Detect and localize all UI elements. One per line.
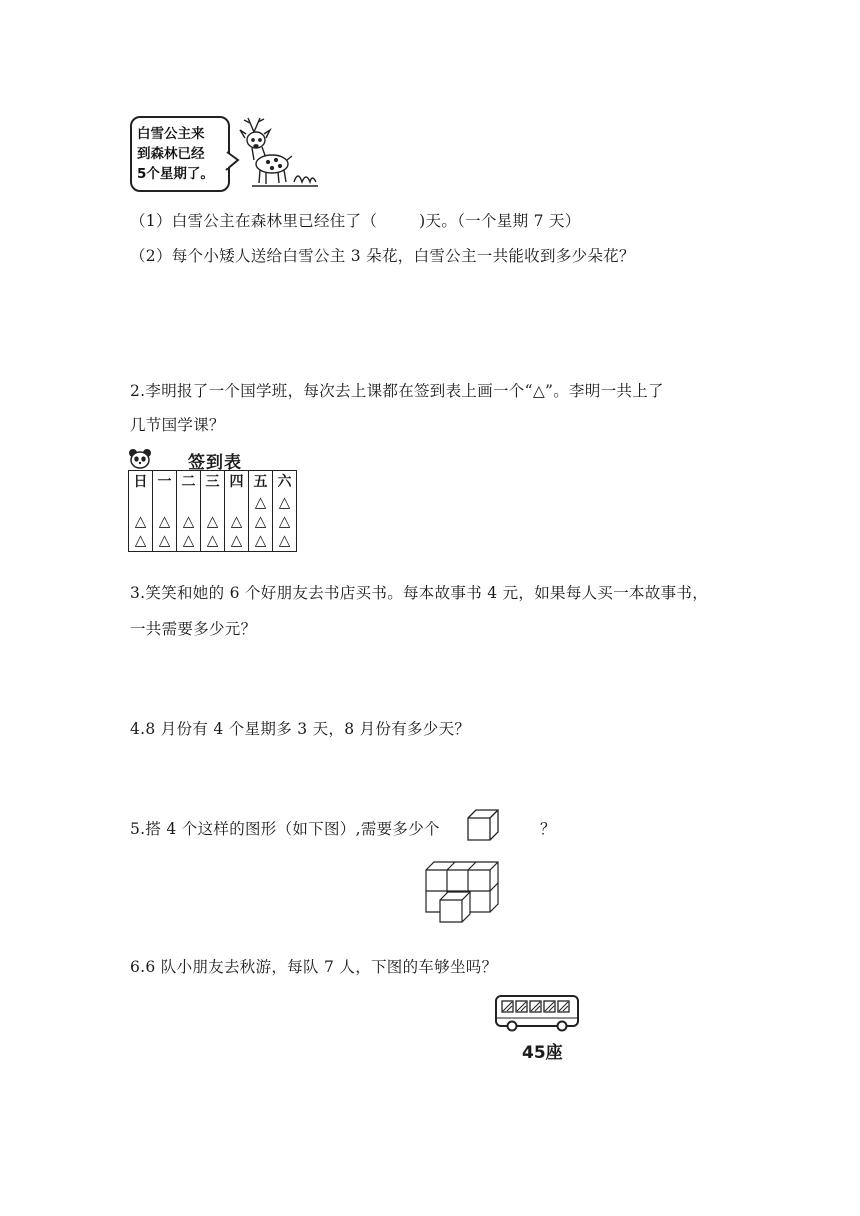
bus-icon: [494, 994, 580, 1034]
sign-in-column: [153, 471, 177, 552]
sign-in-row: [129, 471, 297, 552]
sign-in-column: [201, 471, 225, 552]
question-2-line-2: 几节国学课？: [130, 416, 225, 434]
triangle-mark: △: [278, 512, 291, 530]
bubble-line: 白雪公主来: [137, 126, 205, 142]
triangle-mark: △: [134, 512, 147, 530]
triangle-mark: △: [206, 512, 219, 530]
question-1-2: （2）每个小矮人送给白雪公主 3 朵花，白雪公主一共能收到多少朵花？: [130, 247, 635, 265]
day-label: 二: [181, 474, 196, 490]
triangle-mark: △: [230, 512, 243, 530]
triangle-mark: △: [254, 493, 267, 511]
day-label: 五: [253, 474, 268, 490]
sign-in-column: [225, 471, 249, 552]
question-1-1-before: （1）白雪公主在森林里已经住了（: [130, 212, 378, 230]
bus-seat-label: 45座: [522, 1043, 563, 1063]
question-6: 6.6 队小朋友去秋游，每队 7 人，下图的车够坐吗？: [130, 958, 498, 976]
speech-bubble-text: [137, 124, 227, 184]
question-5-qmark: ？: [540, 820, 556, 838]
sign-in-column: [129, 471, 153, 552]
triangle-mark: △: [254, 531, 267, 549]
sign-in-column: [249, 471, 273, 552]
question-1-1-after: )天。（一个星期 7 天）: [419, 212, 581, 230]
triangle-mark: △: [206, 531, 219, 549]
sign-in-table: [128, 470, 297, 552]
triangle-mark: △: [134, 531, 147, 549]
day-label: 三: [205, 474, 220, 490]
sign-in-column: [177, 471, 201, 552]
single-cube-icon: [466, 808, 500, 842]
day-label: 日: [133, 474, 148, 490]
bubble-line: 5个星期了。: [137, 166, 214, 182]
triangle-mark: △: [182, 512, 195, 530]
question-5-text: 5.搭 4 个这样的图形（如下图）,需要多少个: [130, 820, 440, 838]
triangle-mark: △: [278, 531, 291, 549]
cube-stack-figure: [424, 860, 504, 924]
triangle-mark: △: [254, 512, 267, 530]
sign-in-column: [273, 471, 297, 552]
day-label: 六: [277, 474, 292, 490]
triangle-mark: △: [182, 531, 195, 549]
deer-illustration: [232, 110, 322, 190]
triangle-mark: △: [278, 493, 291, 511]
day-label: 四: [229, 474, 244, 490]
question-2-line-1: 2.李明报了一个国学班，每次去上课都在签到表上画一个“△”。李明一共上了: [130, 382, 664, 400]
triangle-mark: △: [158, 512, 171, 530]
question-5: [130, 818, 440, 840]
question-3-line-2: 一共需要多少元？: [130, 620, 257, 638]
question-4: 4.8 月份有 4 个星期多 3 天，8 月份有多少天？: [130, 720, 471, 738]
panda-icon: [128, 448, 152, 470]
triangle-mark: △: [230, 531, 243, 549]
bubble-line: 到森林已经: [137, 146, 205, 162]
question-1-1: [130, 210, 581, 232]
day-label: 一: [157, 474, 172, 490]
triangle-mark: △: [158, 531, 171, 549]
question-3-line-1: 3.笑笑和她的 6 个好朋友去书店买书。每本故事书 4 元，如果每人买一本故事书，: [130, 584, 709, 602]
sign-in-table-title: 签到表: [188, 453, 242, 473]
